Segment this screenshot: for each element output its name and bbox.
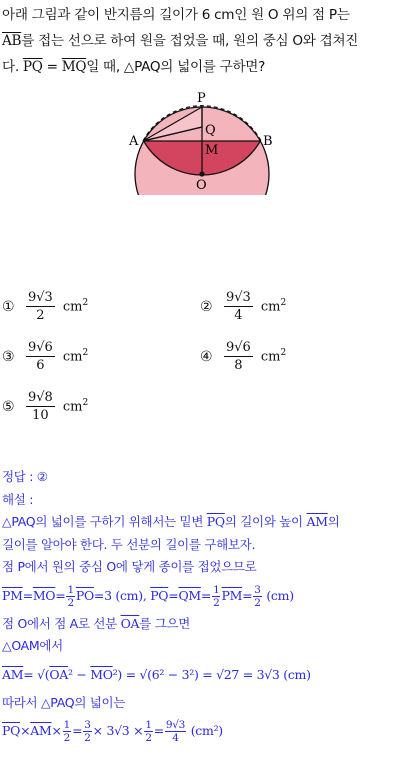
d: 2: [213, 596, 220, 609]
fraction-half: [212, 584, 220, 609]
option-unit: [261, 298, 286, 314]
segment-ab: $\overline{AB}$: [2, 33, 22, 49]
segment-pq: $\overline{PQ}$: [22, 59, 43, 75]
d: 2: [67, 596, 74, 609]
denominator: 6: [36, 358, 45, 373]
option-1[interactable]: [2, 290, 88, 323]
fraction-half: [144, 719, 152, 744]
numerator: 9√8: [28, 390, 53, 405]
d: 2: [254, 596, 261, 609]
option-fraction: [224, 290, 253, 323]
denominator: 10: [32, 408, 49, 423]
equation-3: $\overline{PQ}\times\overline{AM}\times$ $\frac{1}{2}$ = $\frac{3}{2}$ × 3√3 × $\frac{1}{2}$ = $\frac{9√3}{4}$ (cm²): [2, 719, 223, 744]
n: 3: [254, 583, 261, 596]
option-fraction: [224, 340, 253, 373]
value: = √(6² − 3²) = √27 = 3√3 (cm): [125, 666, 311, 682]
option-marker: ④: [200, 348, 213, 365]
problem-text: [2, 2, 398, 80]
segment-mq: $\overline{MQ}$: [61, 59, 87, 75]
seg: $\overline{OA}$: [49, 666, 69, 682]
problem-text-part: 아래 그림과 같이 반지름의 길이가 6 cm인 원 O 위의 점 P는: [2, 7, 350, 23]
option-unit: [63, 398, 88, 414]
equals-sign: =: [42, 59, 62, 75]
seg: $\overline{PQ}$: [150, 587, 169, 603]
fraction-three-halves: [253, 584, 261, 609]
unit-exponent: 2: [280, 348, 287, 359]
n: 3: [84, 719, 91, 731]
unit-exponent: 2: [82, 348, 89, 359]
d: 2: [84, 732, 91, 744]
d: 2: [63, 732, 71, 744]
value: =3 (cm),: [93, 587, 147, 603]
n: 1: [63, 719, 71, 731]
option-5[interactable]: [2, 390, 88, 423]
segment-am: $\overline{AM}$: [306, 514, 328, 529]
unit-text: cm: [260, 299, 281, 315]
numerator: 9√6: [28, 340, 53, 355]
label-q: Q: [205, 123, 216, 138]
problem-line-3: [2, 54, 398, 80]
n: 1: [213, 583, 220, 596]
circle-fold-figure: [0, 85, 400, 195]
option-fraction: [26, 390, 55, 423]
seg: $\overline{PM}$: [221, 587, 243, 603]
denominator: 8: [234, 358, 243, 373]
option-3[interactable]: [2, 340, 88, 373]
center-point-o: [199, 171, 204, 176]
answer-line: 정답 : ②: [2, 469, 48, 484]
text: △PAQ의 넓이를 구하기 위해서는 밑변: [2, 514, 207, 529]
option-marker: ②: [200, 298, 213, 315]
seg: $\overline{MO}$: [90, 666, 113, 682]
text: 의: [327, 514, 340, 529]
problem-line-2: [2, 28, 398, 54]
label-a: A: [129, 134, 139, 149]
unit: (cm²): [190, 723, 223, 738]
unit-exponent: 2: [82, 398, 89, 409]
solution-line-5: [2, 613, 398, 636]
option-unit: [63, 348, 88, 364]
label-o: O: [196, 178, 207, 193]
d: 2: [145, 732, 152, 744]
label-p: P: [197, 91, 206, 106]
numerator: 9√3: [28, 290, 53, 305]
solution-line-3: 점 P에서 원의 중심 O에 닿게 종이를 접었으므로: [2, 559, 257, 574]
option-marker: ③: [2, 348, 15, 365]
label-b: B: [263, 134, 273, 149]
n: 1: [67, 583, 74, 596]
unit-text: cm: [62, 399, 83, 415]
label-m: M: [205, 143, 219, 158]
solution-line-1: [2, 511, 398, 534]
solution-block: [2, 466, 398, 748]
equation-2: $\overline{AM}= √(\overline{OA}^2 - \overline{MO}^2) = √(6^2 - 3^2) = √27 = 3√3$ (cm): [2, 666, 311, 682]
solution-line-8: 따라서 △PAQ의 넓이는: [2, 694, 126, 710]
unit-exponent: 2: [280, 298, 287, 309]
unit-text: cm: [260, 349, 281, 365]
option-fraction: [26, 290, 55, 323]
problem-text-part: 일 때, △PAQ의 넓이를 구하면?: [86, 59, 266, 75]
solution-line-6: △OAM에서: [2, 638, 63, 653]
problem-line-1: [2, 2, 398, 28]
unit-text: cm: [62, 299, 83, 315]
option-4[interactable]: [200, 340, 286, 373]
option-2[interactable]: [200, 290, 286, 323]
solution-heading: 해설 :: [2, 491, 34, 507]
option-marker: ⑤: [2, 398, 15, 415]
solution-line-2: 길이를 알아야 한다. 두 선분의 길이를 구해보자.: [2, 536, 256, 552]
seg: $\overline{PO}$: [75, 587, 94, 603]
denominator: 2: [36, 308, 45, 323]
option-marker: ①: [2, 298, 15, 315]
n: 9√3: [165, 719, 186, 731]
fraction-three-halves: [83, 719, 91, 744]
seg: $\overline{PM}$: [2, 587, 23, 603]
problem-text-part: 를 접는 선으로 하여 원을 접었을 때, 원의 중심 O와 겹쳐진: [21, 33, 359, 49]
numerator: 9√3: [226, 290, 251, 305]
unit-text: cm: [62, 349, 83, 365]
option-fraction: [26, 340, 55, 373]
unit: (cm): [266, 587, 294, 603]
fraction-result: [165, 719, 186, 744]
seg: $\overline{MO}$: [32, 587, 56, 603]
problem-text-part: 다.: [2, 59, 23, 75]
d: 4: [172, 732, 179, 744]
seg: $\overline{PQ}$: [2, 723, 21, 738]
option-unit: [63, 298, 88, 314]
seg: $\overline{QM}$: [178, 587, 201, 603]
segment-pq: $\overline{PQ}$: [206, 514, 225, 529]
unit-exponent: 2: [82, 298, 89, 309]
fraction-half: [66, 584, 74, 609]
seg: $\overline{AM}$: [30, 723, 52, 738]
value: × 3√3 ×: [92, 723, 144, 738]
option-unit: [261, 348, 286, 364]
text: 의 길이와 높이: [224, 514, 307, 529]
text: 를 그으면: [139, 615, 191, 631]
equation-1: $\overline{PM}=\overline{MO}=$ $\frac{1}{2}$ $\overline{PO}=3$ (cm), $\overline{PQ}=\overline{QM}=$ $\frac{1}{2}$ $\overline{PM}=$ $\frac{3}{2}$ (cm): [2, 583, 294, 609]
seg: $\overline{AM}$: [2, 666, 24, 682]
numerator: 9√6: [226, 340, 251, 355]
fraction-half: [63, 719, 71, 744]
denominator: 4: [234, 308, 243, 323]
text: 점 O에서 점 A로 선분: [2, 615, 121, 631]
n: 1: [145, 719, 152, 731]
segment-oa: $\overline{OA}$: [120, 615, 140, 631]
